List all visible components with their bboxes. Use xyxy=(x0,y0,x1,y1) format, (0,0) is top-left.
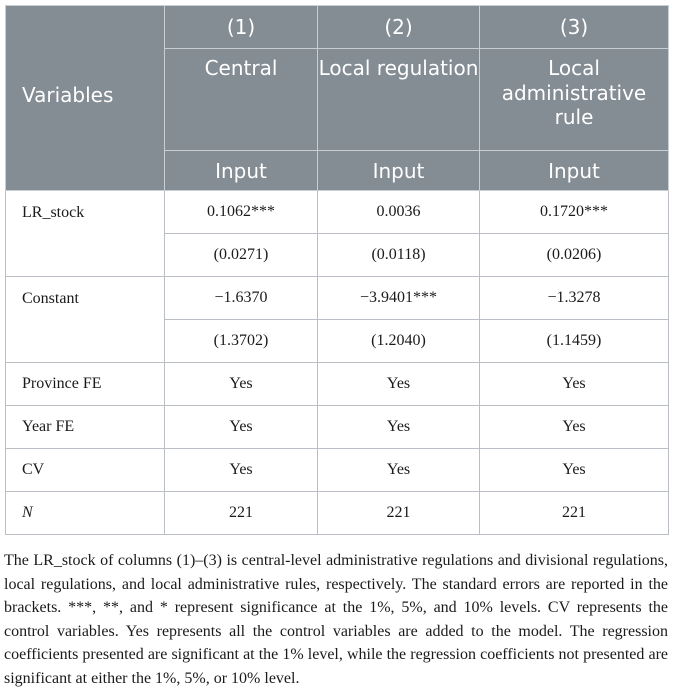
column-title-local-regulation: Local regulation xyxy=(318,49,480,151)
cell-lr-stock-coef-2: 0.0036 xyxy=(318,191,480,234)
column-number-3: (3) xyxy=(480,6,669,49)
cell-constant-se-1: (1.3702) xyxy=(165,320,318,363)
cell-n-3: 221 xyxy=(480,492,669,535)
cell-province-fe-3: Yes xyxy=(480,363,669,406)
cell-province-fe-2: Yes xyxy=(318,363,480,406)
cell-lr-stock-se-1: (0.0271) xyxy=(165,234,318,277)
column-subtitle-2: Input xyxy=(318,151,480,191)
cell-year-fe-1: Yes xyxy=(165,406,318,449)
column-title-local-administrative-rule: Local administrative rule xyxy=(480,49,669,151)
table-row-year-fe xyxy=(6,406,669,449)
regression-table xyxy=(5,5,669,535)
cell-n-2: 221 xyxy=(318,492,480,535)
table-row-constant-coef xyxy=(6,277,669,320)
table-body xyxy=(6,191,669,535)
row-label-year-fe: Year FE xyxy=(6,406,165,449)
header-row-column-numbers xyxy=(6,6,669,49)
cell-constant-coef-3: −1.3278 xyxy=(480,277,669,320)
column-subtitle-3: Input xyxy=(480,151,669,191)
cell-constant-coef-2: −3.9401*** xyxy=(318,277,480,320)
row-label-lr-stock: LR_stock xyxy=(6,191,165,277)
cell-lr-stock-coef-1: 0.1062*** xyxy=(165,191,318,234)
table-row-lr-stock-coef xyxy=(6,191,669,234)
cell-lr-stock-se-3: (0.0206) xyxy=(480,234,669,277)
row-label-constant: Constant xyxy=(6,277,165,363)
table-row-cv xyxy=(6,449,669,492)
column-subtitle-1: Input xyxy=(165,151,318,191)
cell-year-fe-3: Yes xyxy=(480,406,669,449)
column-title-central: Central xyxy=(165,49,318,151)
row-label-cv: CV xyxy=(6,449,165,492)
column-number-2: (2) xyxy=(318,6,480,49)
table-note: The LR_stock of columns (1)–(3) is central-level administrative regulations and divisional regulations, local regulations, and local administrative rules, respectively. The standard errors are reported in the brackets. ***, **, and * represent significance at the 1%, 5%, and 10% levels. CV represents the control variables. Yes represents all the control variables are added to the model. The regression coefficients presented are significant at the 1% level, while the regression coefficients not presented are significant at either the 1%, 5%, or 10% level. xyxy=(4,552,668,687)
column-number-1: (1) xyxy=(165,6,318,49)
cell-cv-1: Yes xyxy=(165,449,318,492)
cell-n-1: 221 xyxy=(165,492,318,535)
variables-header: Variables xyxy=(6,6,165,191)
cell-year-fe-2: Yes xyxy=(318,406,480,449)
cell-province-fe-1: Yes xyxy=(165,363,318,406)
cell-cv-2: Yes xyxy=(318,449,480,492)
cell-lr-stock-se-2: (0.0118) xyxy=(318,234,480,277)
row-label-n: N xyxy=(6,492,165,535)
table-row-province-fe xyxy=(6,363,669,406)
table-header xyxy=(6,6,669,191)
cell-constant-se-3: (1.1459) xyxy=(480,320,669,363)
cell-lr-stock-coef-3: 0.1720*** xyxy=(480,191,669,234)
row-label-province-fe: Province FE xyxy=(6,363,165,406)
cell-constant-coef-1: −1.6370 xyxy=(165,277,318,320)
cell-cv-3: Yes xyxy=(480,449,669,492)
cell-constant-se-2: (1.2040) xyxy=(318,320,480,363)
table-row-n xyxy=(6,492,669,535)
